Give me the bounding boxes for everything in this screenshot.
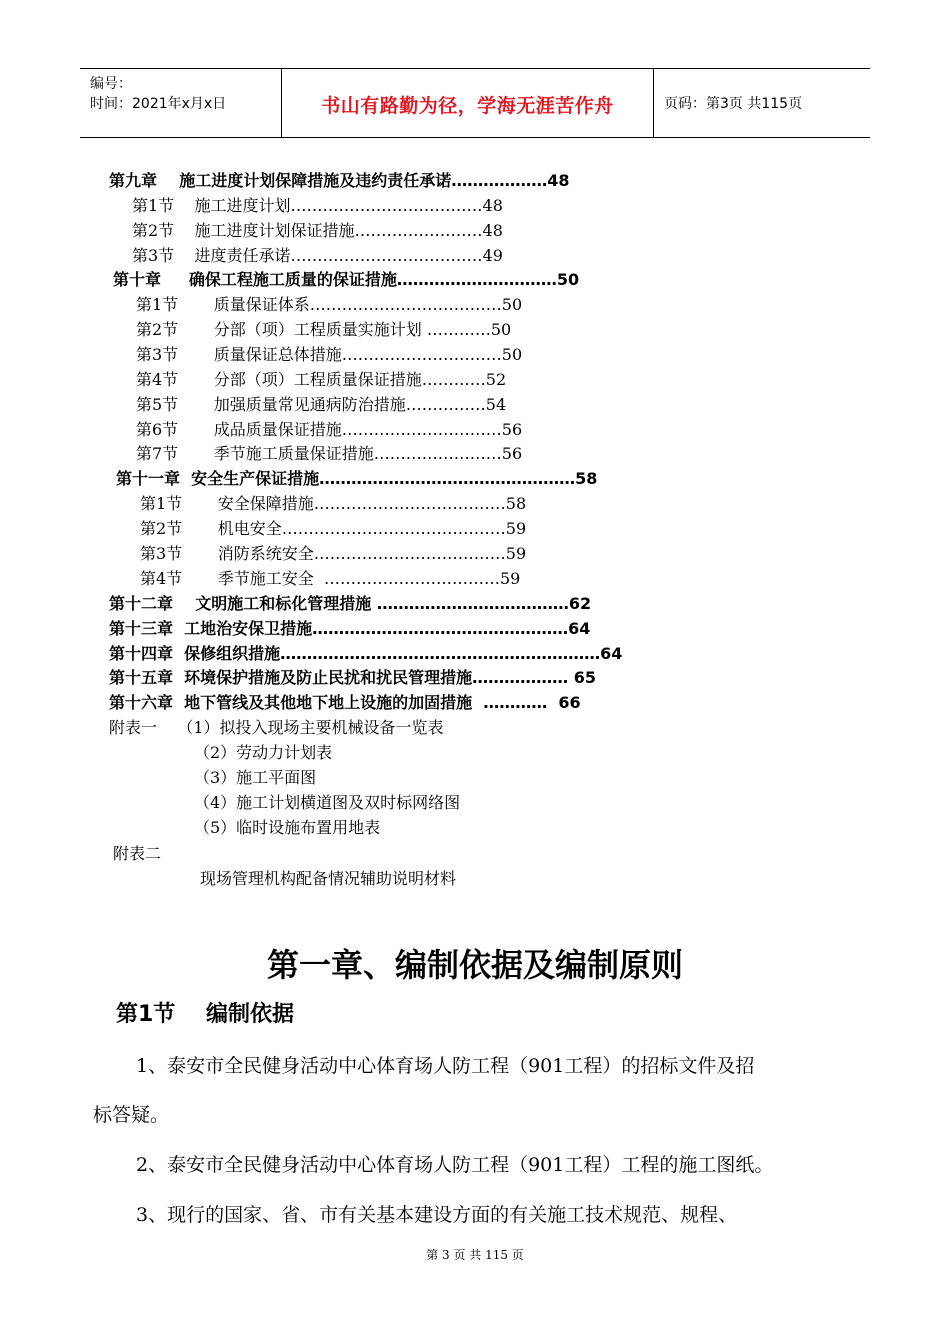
toc-entry[interactable]: 第十三章 工地治安保卫措施…………………………………………64 [109, 619, 591, 638]
toc-entry[interactable]: 第3节 进度责任承诺………………………………49 [132, 246, 503, 265]
toc-entry[interactable]: 第3节 消防系统安全………………………………59 [140, 544, 527, 563]
toc-entry[interactable]: （5）临时设施布置用地表 [194, 818, 381, 837]
toc-entry[interactable]: 第十四章 保修组织措施……………………………………………………64 [109, 644, 623, 663]
body-paragraph: 2、泰安市全民健身活动中心体育场人防工程（901工程）工程的施工图纸。 [136, 1154, 774, 1176]
body-paragraph: 3、现行的国家、省、市有关基本建设方面的有关施工技术规范、规程、 [136, 1204, 738, 1226]
toc-entry[interactable]: 附表二 [113, 844, 162, 863]
toc-entry[interactable]: （3）施工平面图 [194, 768, 317, 787]
date-label: 时间：2021年x月x日 [90, 96, 227, 112]
header-center-cell [282, 69, 654, 137]
toc-entry[interactable]: 第2节 分部（项）工程质量实施计划 …………50 [136, 320, 512, 339]
toc-entry[interactable]: 第十章 确保工程施工质量的保证措施…………………………50 [113, 270, 580, 289]
toc-entry[interactable]: 第1节 质量保证体系………………………………50 [136, 295, 523, 314]
number-label: 编号： [90, 76, 132, 92]
body-paragraph: 标答疑。 [93, 1104, 170, 1126]
toc-entry[interactable]: 现场管理机构配备情况辅助说明材料 [200, 869, 457, 888]
chapter-title: 第一章、编制依据及编制原则 [266, 946, 683, 984]
toc-entry[interactable]: 第2节 机电安全……………………………………59 [140, 519, 527, 538]
toc-entry[interactable]: 第4节 分部（项）工程质量保证措施…………52 [136, 370, 507, 389]
toc-entry[interactable]: 第5节 加强质量常见通病防治措施……………54 [136, 395, 507, 414]
page-header [80, 68, 870, 138]
toc-entry[interactable]: 第3节 质量保证总体措施…………………………50 [136, 345, 523, 364]
toc-entry[interactable]: 第2节 施工进度计划保证措施……………………48 [132, 221, 503, 240]
header-left-cell [80, 69, 282, 137]
section-title: 第1节 编制依据 [116, 1002, 294, 1027]
page-number-label: 页码：第3页 共115页 [664, 96, 803, 112]
body-paragraph: 1、泰安市全民健身活动中心体育场人防工程（901工程）的招标文件及招 [136, 1055, 755, 1077]
toc-entry[interactable]: 第7节 季节施工质量保证措施……………………56 [136, 444, 523, 463]
toc-entry[interactable]: 第4节 季节施工安全 ……………………………59 [140, 569, 521, 588]
toc-entry[interactable]: 第九章 施工进度计划保障措施及违约责任承诺………………48 [109, 171, 570, 190]
header-motto: 书山有路勤为径，学海无涯苦作舟 [321, 95, 614, 117]
toc-entry[interactable]: 第十二章 文明施工和标化管理措施 ………………………………62 [109, 594, 592, 613]
page-footer: 第 3 页 共 115 页 [426, 1248, 524, 1262]
toc-entry[interactable]: 第6节 成品质量保证措施…………………………56 [136, 420, 523, 439]
toc-entry[interactable]: 第1节 施工进度计划………………………………48 [132, 196, 503, 215]
toc-entry[interactable]: （2）劳动力计划表 [194, 743, 333, 762]
toc-entry[interactable]: 附表一 （1）拟投入现场主要机械设备一览表 [109, 718, 444, 737]
toc-entry[interactable]: 第十六章 地下管线及其他地下地上设施的加固措施 ………… 66 [109, 693, 581, 712]
toc-entry[interactable]: 第十一章 安全生产保证措施…………………………………………58 [116, 469, 598, 488]
header-right-cell [654, 69, 870, 137]
toc-entry[interactable]: 第1节 安全保障措施………………………………58 [140, 494, 527, 513]
toc-entry[interactable]: 第十五章 环境保护措施及防止民扰和扰民管理措施……………… 65 [109, 668, 596, 687]
toc-entry[interactable]: （4）施工计划横道图及双时标网络图 [194, 793, 461, 812]
